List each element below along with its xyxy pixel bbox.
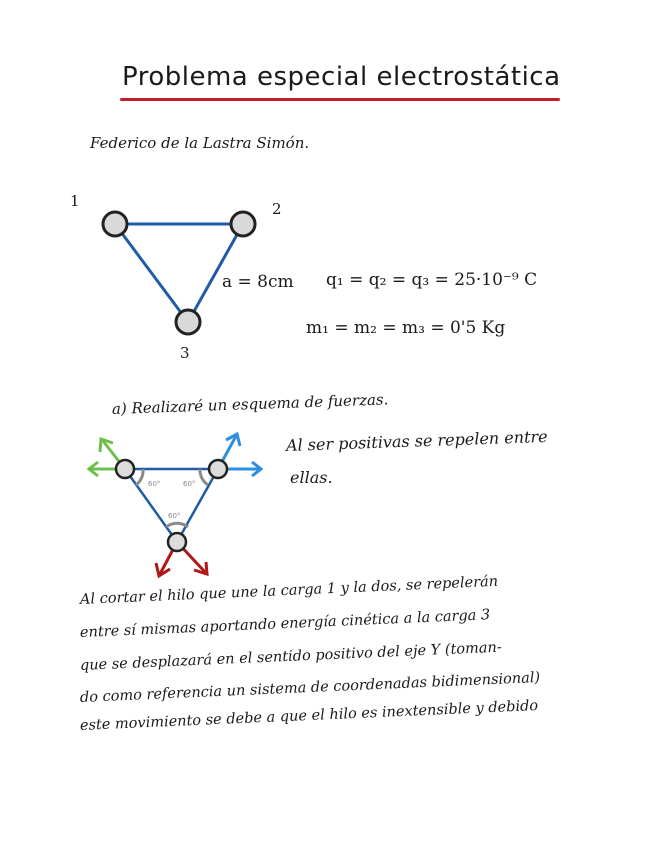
angle-label-2: 60°	[183, 480, 196, 488]
angle-arc-2	[200, 469, 208, 485]
force-charge-3	[168, 533, 186, 551]
paragraph-line: Al cortar el hilo que une la carga 1 y la dos, se repelerán	[79, 573, 499, 608]
repulsion-note-line-2: ellas.	[290, 468, 333, 487]
charge-values: q₁ = q₂ = q₃ = 25·10⁻⁹ C	[326, 270, 538, 290]
force-charge-1	[116, 460, 134, 478]
paragraph-line: entre sí mismas aportando energía cinética a la carga 3	[79, 607, 491, 641]
charge-1	[103, 212, 127, 236]
paragraph-line: que se desplazará en el sentido positivo del eje Y (toman-	[79, 639, 503, 674]
part-a-heading: a) Realizaré un esquema de fuerzas.	[111, 390, 389, 418]
side-length: a = 8cm	[222, 272, 294, 292]
force-charge-2	[209, 460, 227, 478]
force-diagram	[89, 434, 261, 576]
charge-3	[176, 310, 200, 334]
page-title: Problema especial electrostática	[122, 62, 561, 92]
charge-label-3: 3	[180, 344, 190, 362]
mass-values: m₁ = m₂ = m₃ = 0'5 Kg	[306, 318, 506, 338]
charge-label-2: 2	[272, 200, 282, 218]
angle-arc-3	[166, 523, 188, 527]
repulsion-note-line-1: Al ser positivas se repelen entre	[285, 426, 548, 455]
angle-label-1: 60°	[148, 480, 161, 488]
paragraph-line: do como referencia un sistema de coordenadas bidimensional)	[79, 669, 541, 706]
charge-label-1: 1	[70, 192, 80, 210]
angle-label-3: 60°	[168, 512, 181, 520]
charge-2	[231, 212, 255, 236]
author-name: Federico de la Lastra Simón.	[90, 134, 310, 152]
angle-arc-1	[136, 469, 143, 485]
paragraph-line: este movimiento se debe a que el hilo es inextensible y debido	[79, 698, 539, 734]
side-1-3	[115, 224, 188, 322]
